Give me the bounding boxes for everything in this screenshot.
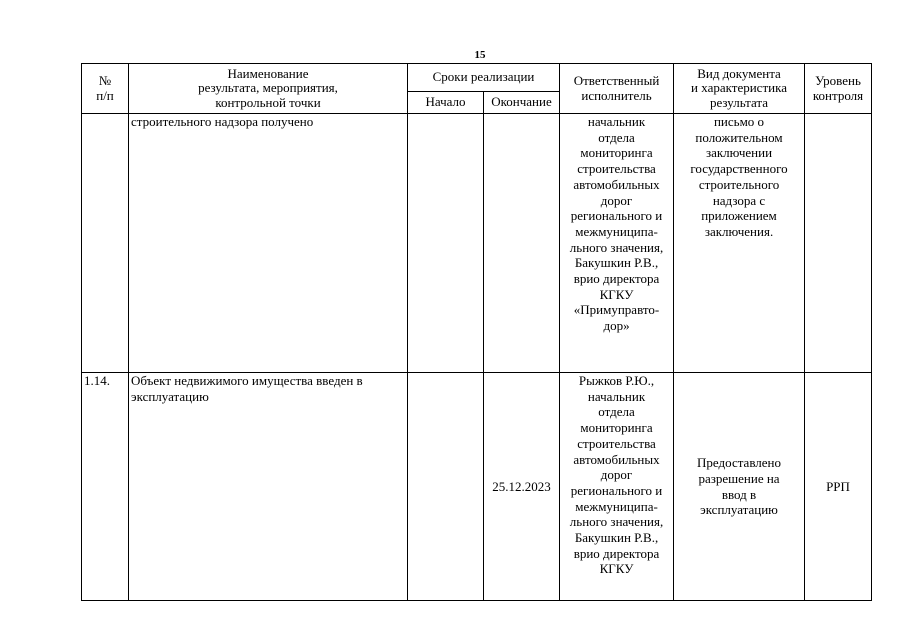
header-control-level: Уровень контроля — [805, 64, 872, 114]
cell-control-level — [805, 114, 872, 373]
cell-start — [408, 114, 484, 373]
header-end: Окончание — [484, 92, 560, 114]
header-num: № п/п — [82, 64, 129, 114]
header-responsible: Ответственный исполнитель — [560, 64, 674, 114]
cell-doc-type: Предоставлено разрешение на ввод в эксплуатацию — [674, 373, 805, 601]
cell-end — [484, 114, 560, 373]
cell-control-level: РРП — [805, 373, 872, 601]
header-name: Наименование результата, мероприятия, контрольной точки — [129, 64, 408, 114]
cell-num: 1.14. — [82, 373, 129, 601]
table-row — [82, 114, 872, 373]
page-number: 15 — [474, 49, 486, 61]
cell-name: Объект недвижимого имущества введен в эксплуатацию — [129, 373, 408, 601]
cell-doc-type: письмо о положительном заключении государственного строительного надзора с приложением заключения. — [674, 114, 805, 373]
cell-start — [408, 373, 484, 601]
cell-responsible: Рыжков Р.Ю., начальник отдела мониторинга строительства автомобильных дорог регионального и межмуниципа- льного значения, Бакушкин Р.В., врио директора КГКУ — [560, 373, 674, 601]
table-row — [82, 373, 872, 601]
cell-responsible: начальник отдела мониторинга строительства автомобильных дорог регионального и межмуниципа- льного значения, Бакушкин Р.В., врио директора КГКУ «Примуправто- дор» — [560, 114, 674, 373]
implementation-plan-table — [81, 63, 872, 601]
header-start: Начало — [408, 92, 484, 114]
header-terms: Сроки реализации — [408, 64, 560, 92]
header-doc-type: Вид документа и характеристика результата — [674, 64, 805, 114]
cell-name: строительного надзора получено — [129, 114, 408, 373]
cell-num — [82, 114, 129, 373]
cell-end: 25.12.2023 — [484, 373, 560, 601]
